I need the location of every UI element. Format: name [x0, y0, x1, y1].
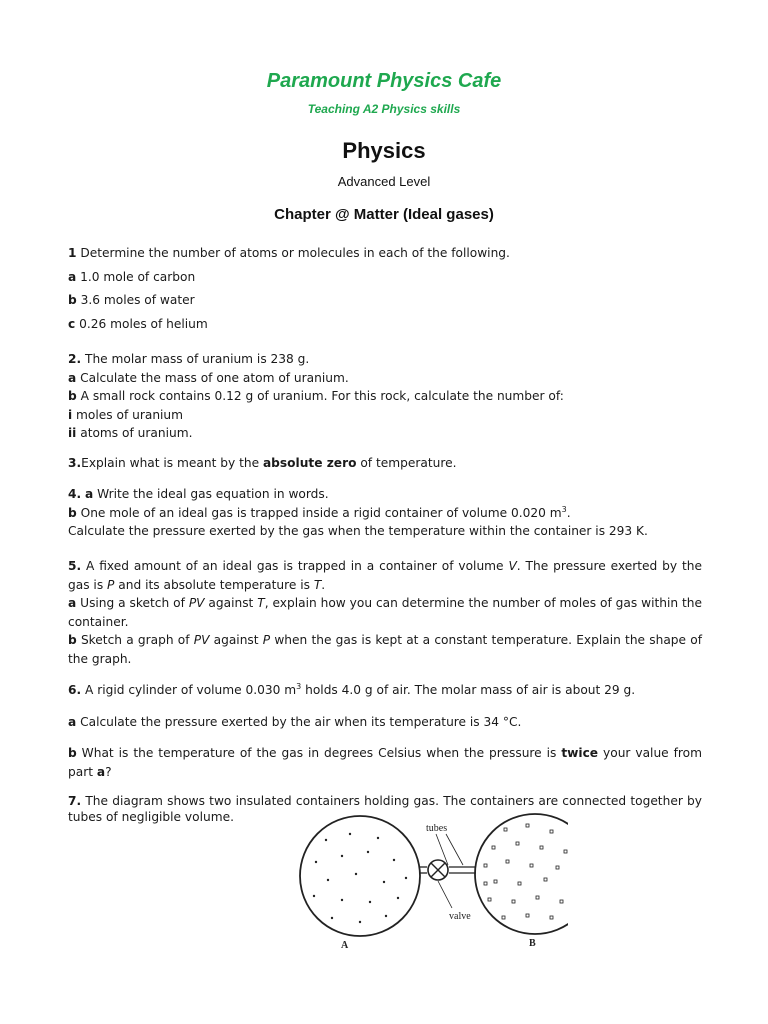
q4-b-end: .	[566, 505, 571, 520]
container-a	[300, 816, 420, 936]
question-5	[68, 557, 702, 668]
question-4	[68, 485, 702, 541]
label-tubes: tubes	[426, 823, 448, 834]
q2-text: The molar mass of uranium is 238 g.	[81, 352, 310, 366]
q2-i-label: i	[68, 407, 73, 422]
q5-b-var-pv: PV	[193, 633, 210, 647]
q5-a-text-1: Using a sketch of	[76, 596, 189, 610]
q5-a-text-2: against	[204, 596, 258, 610]
q5-text-1: A fixed amount of an ideal gas is trapped in a container of volume	[81, 559, 509, 573]
q2-b-text: A small rock contains 0.12 g of uranium. For this rock, calculate the number of:	[76, 389, 564, 403]
q2-ii-text: atoms of uranium.	[76, 426, 193, 440]
q5-text-4: .	[321, 577, 326, 592]
q4-b-superscript: 3	[561, 504, 567, 514]
q2-b-label: b	[68, 389, 77, 403]
gas-particles-b	[484, 824, 568, 919]
q5-text-2: . The pressure exerted by the gas is	[68, 559, 702, 592]
brand-title: Paramount Physics Cafe	[266, 70, 502, 92]
q7-text: The diagram shows two insulated containers holding gas. The containers are connected together by tubes of negligible volume.	[68, 794, 702, 824]
q2-i-text: moles of uranium	[72, 407, 184, 422]
chapter-title: Chapter @ Matter (Ideal gases)	[274, 206, 494, 223]
question-2	[68, 350, 702, 443]
tubes-leader-line-2	[446, 834, 463, 865]
question-1	[68, 244, 702, 333]
q5-b-var-p: P	[262, 633, 271, 647]
q4-b-label: b	[68, 505, 77, 520]
q6-b-text-1: What is the temperature of the gas in degrees Celsius when the pressure is	[76, 746, 562, 760]
q1-a-text: 1.0 mole of carbon	[76, 269, 196, 284]
q5-number: 5.	[68, 559, 82, 573]
question-6b	[68, 744, 702, 781]
gas-containers-diagram	[298, 812, 568, 962]
q2-number: 2.	[68, 352, 82, 366]
q5-var-v: V	[508, 559, 517, 573]
question-3	[68, 454, 702, 473]
gas-particles-a	[313, 833, 407, 923]
q3-text-pre: Explain what is meant by the	[81, 456, 263, 470]
q1-number: 1	[68, 246, 77, 260]
q1-text: Determine the number of atoms or molecules in each of the following.	[76, 246, 510, 260]
label-valve: valve	[449, 911, 471, 922]
q6-b-bold: twice	[561, 746, 599, 760]
q4-a-label: a	[85, 487, 94, 501]
q2-a-text: Calculate the mass of one atom of uranium.	[76, 370, 349, 385]
q6-text-1: A rigid cylinder of volume 0.030 m	[81, 683, 297, 697]
q5-a-var-pv: PV	[188, 596, 205, 610]
q1-b-label: b	[68, 293, 77, 307]
q1-b-text: 3.6 moles of water	[76, 293, 195, 307]
valve-icon	[428, 860, 448, 880]
label-a: A	[341, 940, 349, 951]
q3-bold-term: absolute zero	[262, 456, 357, 470]
q6-text-2: holds 4.0 g of air. The molar mass of air is about 29 g.	[301, 683, 636, 697]
q2-ii-label: ii	[68, 426, 77, 440]
question-6a	[68, 713, 702, 732]
q2-a-label: a	[68, 370, 77, 385]
q5-a-text-3: , explain how you can determine the number of moles of gas within the container.	[68, 596, 702, 629]
q3-text-post: of temperature.	[356, 456, 457, 470]
container-b	[475, 814, 568, 934]
q5-a-label: a	[68, 596, 77, 610]
q5-var-p: P	[107, 577, 115, 592]
q6-b-text-3: ?	[105, 764, 112, 779]
level-label: Advanced Level	[337, 174, 431, 189]
q4-b-text: One mole of an ideal gas is trapped inside a rigid container of volume 0.020 m	[76, 505, 562, 520]
valve-leader-line	[438, 881, 452, 908]
q5-b-label: b	[68, 633, 77, 647]
q6-number: 6.	[68, 683, 82, 697]
q5-text-3: and its absolute temperature is	[114, 577, 314, 592]
q3-number: 3.	[68, 456, 82, 470]
q6-b-text-2: your value from part	[68, 746, 702, 779]
q5-var-t: T	[313, 577, 322, 592]
q1-a-label: a	[68, 269, 77, 284]
q7-number: 7.	[68, 794, 82, 808]
q4-calc-text: Calculate the pressure exerted by the gas when the temperature within the container is 293 K.	[68, 524, 648, 538]
q6-superscript: 3	[296, 682, 302, 691]
q5-b-text-2: against	[209, 633, 263, 647]
q6-a-text: Calculate the pressure exerted by the air when its temperature is 34 °C.	[76, 715, 522, 729]
subject-title: Physics	[342, 138, 426, 163]
brand-subtitle: Teaching A2 Physics skills	[307, 102, 461, 116]
q1-c-text: 0.26 moles of helium	[75, 316, 208, 331]
q5-b-text-1: Sketch a graph of	[76, 633, 194, 647]
q6-b-part: a	[96, 764, 106, 779]
question-6	[68, 681, 702, 700]
q5-b-text-3: when the gas is kept at a constant temperature. Explain the shape of the graph.	[68, 633, 702, 666]
q4-number: 4.	[68, 487, 82, 501]
q5-a-var-t: T	[257, 596, 265, 610]
label-b: B	[529, 938, 536, 949]
q4-a-text: Write the ideal gas equation in words.	[93, 487, 329, 501]
q1-c-label: c	[68, 316, 76, 331]
q6-b-label: b	[68, 746, 77, 760]
q6-a-label: a	[68, 715, 77, 729]
